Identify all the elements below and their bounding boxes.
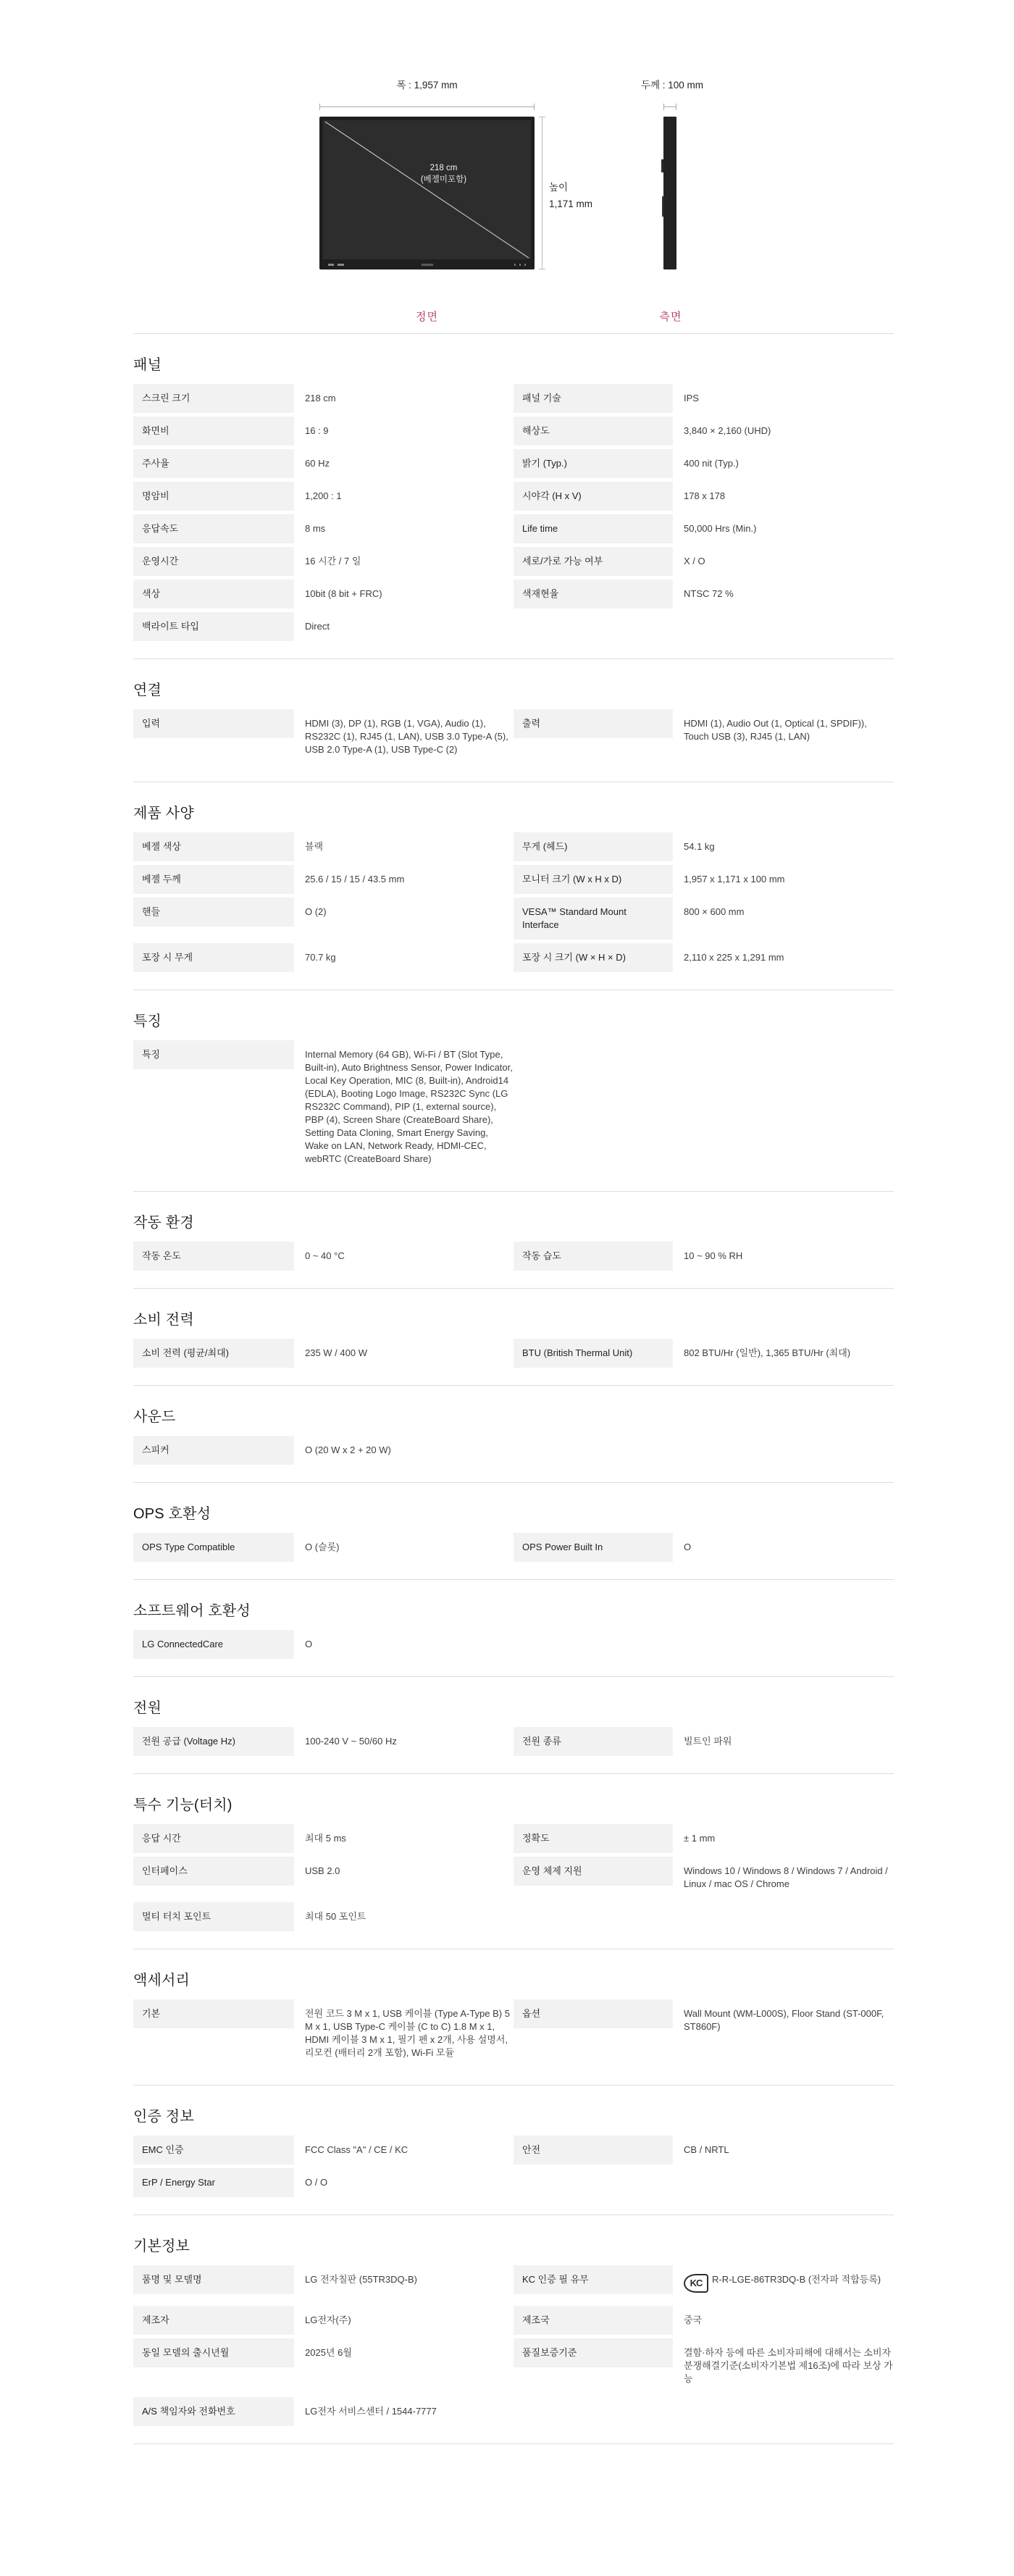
spec-value: 70.7 kg — [305, 952, 336, 963]
spec-value: 8 ms — [305, 523, 326, 534]
spec-value: 3,840 × 2,160 (UHD) — [684, 425, 771, 436]
spec-label: 품질보증기준 — [514, 2338, 673, 2367]
spec-label: 품명 및 모델명 — [133, 2265, 294, 2294]
spec-value: Direct — [305, 621, 330, 632]
section-certification — [133, 2085, 894, 2197]
spec-rows — [133, 1727, 894, 1756]
spec-value: O (슬롯) — [305, 1542, 340, 1552]
section-ops-compatibility — [133, 1482, 894, 1562]
spec-label: 멀티 터치 포인트 — [133, 1902, 294, 1931]
spec-label: 정확도 — [514, 1824, 673, 1853]
spec-label: 입력 — [133, 709, 294, 738]
section-touch-features — [133, 1773, 894, 1931]
thickness-dimension-line — [663, 106, 676, 107]
spec-label: A/S 책임자와 전화번호 — [133, 2397, 294, 2426]
section-divider — [133, 658, 894, 659]
spec-label: ErP / Energy Star — [133, 2168, 294, 2197]
spec-label: 스크린 크기 — [133, 384, 294, 413]
spec-value: 800 × 600 mm — [684, 906, 745, 917]
spec-value: 결함·하자 등에 따른 소비자피해에 대해서는 소비자분쟁해결기준(소비자기본법 제16조)에 따라 보상 가능 — [684, 2347, 893, 2384]
section-connectivity — [133, 658, 894, 764]
spec-value: 최대 50 포인트 — [305, 1911, 366, 1922]
section-title: 전원 — [133, 1700, 162, 1716]
spec-value: LG전자 서비스센터 / 1544-7777 — [305, 2406, 437, 2417]
spec-value: LG 전자칠판 (55TR3DQ-B) — [305, 2274, 417, 2285]
spec-value: O (20 W x 2 + 20 W) — [305, 1444, 391, 1455]
section-accessories — [133, 1949, 894, 2067]
front-view-monitor — [319, 117, 535, 269]
spec-rows — [133, 1630, 894, 1659]
spec-value: 802 BTU/Hr (일반), 1,365 BTU/Hr (최대) — [684, 1347, 851, 1358]
spec-label: BTU (British Thermal Unit) — [514, 1339, 673, 1368]
spec-rows — [133, 1999, 894, 2067]
spec-label: 특징 — [133, 1040, 294, 1069]
spec-label: OPS Power Built In — [514, 1533, 673, 1562]
spec-value: HDMI (3), DP (1), RGB (1, VGA), Audio (1), RS232C (1), RJ45 (1, LAN), USB 3.0 Type-A (5), USB 2.0 Type-A (1), USB Type-C (2) — [305, 718, 508, 755]
section-divider — [133, 1482, 894, 1483]
section-title: 인증 정보 — [133, 2109, 194, 2125]
spec-label: 스피커 — [133, 1436, 294, 1465]
spec-label: 포장 시 크기 (W × H × D) — [514, 943, 673, 972]
spec-value: LG전자(주) — [305, 2314, 351, 2325]
section-title: 특수 기능(터치) — [133, 1797, 232, 1813]
spec-value: 10 ~ 90 % RH — [684, 1250, 743, 1261]
spec-value: 16 시간 / 7 일 — [305, 556, 361, 566]
spec-label: 운영 체제 지원 — [514, 1857, 673, 1886]
spec-value: Wall Mount (WM-L000S), Floor Stand (ST-000F, ST860F) — [684, 2008, 884, 2032]
spec-value: 2,110 x 225 x 1,291 mm — [684, 952, 784, 963]
front-view-screen — [323, 120, 531, 259]
height-label-title: 높이 — [549, 182, 569, 193]
spec-value: O / O — [305, 2177, 328, 2188]
spec-label: 제조자 — [133, 2306, 294, 2335]
diagonal-line — [323, 120, 531, 259]
spec-value: 400 nit (Typ.) — [684, 458, 739, 469]
spec-label: 포장 시 무게 — [133, 943, 294, 972]
spec-rows — [133, 1339, 894, 1368]
section-panel — [133, 333, 894, 641]
width-dimension-label: 폭 : 1,957 mm — [396, 80, 458, 91]
spec-label: 베젤 색상 — [133, 832, 294, 861]
spec-label: 화면비 — [133, 417, 294, 446]
spec-value: O — [305, 1639, 313, 1649]
section-title: 소비 전력 — [133, 1312, 194, 1328]
spec-label: 해상도 — [514, 417, 673, 446]
spec-label: Life time — [514, 514, 673, 543]
diagonal-size-value: 218 cm — [430, 163, 458, 172]
spec-label: 백라이트 타입 — [133, 612, 294, 641]
section-title: 사운드 — [133, 1409, 176, 1425]
spec-value: 블랙 — [305, 841, 324, 852]
spec-label: 운영시간 — [133, 547, 294, 576]
spec-label: 응답속도 — [133, 514, 294, 543]
spec-value: 2025년 6월 — [305, 2347, 352, 2358]
spec-sections — [133, 333, 894, 2426]
spec-label: VESA™ Standard Mount Interface — [514, 898, 673, 940]
spec-rows — [133, 384, 894, 641]
section-title: 소프트웨어 호환성 — [133, 1603, 251, 1619]
section-power — [133, 1676, 894, 1756]
section-divider — [133, 1676, 894, 1677]
height-label-value: 1,171 mm — [549, 198, 593, 209]
spec-value — [673, 2265, 894, 2302]
section-divider — [133, 1773, 894, 1774]
spec-rows — [133, 1533, 894, 1562]
spec-rows — [133, 2136, 894, 2197]
section-title: 작동 환경 — [133, 1215, 194, 1231]
spec-label: 주사율 — [133, 449, 294, 478]
thickness-dimension-label: 두께 : 100 mm — [640, 80, 704, 91]
spec-label: 동일 모델의 출시년월 — [133, 2338, 294, 2367]
spec-value: Windows 10 / Windows 8 / Windows 7 / Android / Linux / mac OS / Chrome — [684, 1865, 888, 1889]
spec-value: USB 2.0 — [305, 1865, 340, 1876]
spec-value: 178 x 178 — [684, 490, 726, 501]
section-divider — [133, 1579, 894, 1580]
spec-value: HDMI (1), Audio Out (1, Optical (1, SPDIF)), Touch USB (3), RJ45 (1, LAN) — [684, 718, 867, 742]
front-logo-mark — [422, 264, 433, 266]
spec-label: 인터페이스 — [133, 1857, 294, 1886]
spec-value: O — [684, 1542, 692, 1552]
spec-value: IPS — [684, 393, 699, 403]
spec-value: ± 1 mm — [684, 1833, 716, 1844]
spec-value: 16 : 9 — [305, 425, 329, 436]
section-title: 제품 사양 — [133, 806, 194, 821]
spec-label: 색상 — [133, 580, 294, 609]
spec-label: 명암비 — [133, 482, 294, 511]
spec-label: 세로/가로 가능 여부 — [514, 547, 673, 576]
spec-value: 60 Hz — [305, 458, 330, 469]
spec-label: 작동 온도 — [133, 1242, 294, 1271]
spec-label: 색재현율 — [514, 580, 673, 609]
bottom-padding — [133, 2444, 894, 2450]
side-view-monitor — [663, 117, 676, 269]
section-title: 특징 — [133, 1013, 162, 1029]
section-software-compatibility — [133, 1579, 894, 1659]
section-divider — [133, 1288, 894, 1289]
spec-label: LG ConnectedCare — [133, 1630, 294, 1659]
diagonal-size-label — [385, 162, 502, 186]
spec-label: 시야각 (H x V) — [514, 482, 673, 511]
section-divider — [133, 1385, 894, 1386]
spec-label: 안전 — [514, 2136, 673, 2165]
spec-label: 전원 종류 — [514, 1727, 673, 1756]
section-title: 기본정보 — [133, 2238, 190, 2254]
spec-value: 빌트인 파워 — [684, 1736, 732, 1747]
spec-value: 10bit (8 bit + FRC) — [305, 588, 382, 599]
spec-label: 기본 — [133, 1999, 294, 2028]
height-dimension-label — [549, 180, 592, 213]
spec-value: X / O — [684, 556, 705, 566]
spec-value-text: R-R-LGE-86TR3DQ-B (전자파 적합등록) — [712, 2274, 881, 2285]
section-operating-environment — [133, 1191, 894, 1271]
spec-value: NTSC 72 % — [684, 588, 734, 599]
spec-value: 중국 — [684, 2314, 703, 2325]
spec-rows — [133, 832, 894, 972]
spec-label: OPS Type Compatible — [133, 1533, 294, 1562]
spec-value: 50,000 Hrs (Min.) — [684, 523, 757, 534]
spec-value: FCC Class "A" / CE / KC — [305, 2144, 408, 2155]
spec-rows — [133, 2265, 894, 2426]
page-root — [0, 72, 1014, 2450]
side-caption: 측면 — [659, 311, 682, 323]
spec-label: 제조국 — [514, 2306, 673, 2335]
spec-label: EMC 인증 — [133, 2136, 294, 2165]
spec-value: 235 W / 400 W — [305, 1347, 367, 1358]
bezel-sensor-dots-icon — [514, 264, 526, 266]
spec-label: 응답 시간 — [133, 1824, 294, 1853]
spec-label: 전원 공급 (Voltage Hz) — [133, 1727, 294, 1756]
spec-value: Internal Memory (64 GB), Wi-Fi / BT (Slot Type, Built-in), Auto Brightness Sensor, Power Indicator, Local Key Operation, MIC (8, Built-in), Android14 (EDLA), Booting Logo Image, RS232C Sync (LG RS232C Command), PIP (1, external source), PBP (4), Screen Share (CreateBoard Share), Setting Data Cloning, Smart Energy Saving, Wake on LAN, Network Ready, HDMI-CEC, webRTC (CreateBoard Share) — [305, 1049, 513, 1164]
spec-value: 54.1 kg — [684, 841, 715, 852]
section-title: 패널 — [133, 357, 162, 373]
spec-value: O (2) — [305, 906, 327, 917]
diagonal-size-note: (베젤미포함) — [420, 175, 467, 185]
spec-value: 최대 5 ms — [305, 1833, 346, 1844]
product-diagram — [133, 72, 894, 333]
spec-label: 무게 (헤드) — [514, 832, 673, 861]
spec-value: 25.6 / 15 / 15 / 43.5 mm — [305, 874, 405, 885]
front-caption: 정면 — [416, 311, 438, 323]
kc-mark-icon: KC — [684, 2274, 708, 2293]
spec-rows — [133, 1436, 894, 1465]
spec-rows — [133, 1242, 894, 1271]
spec-label: 모니터 크기 (W x H x D) — [514, 865, 673, 894]
spec-rows — [133, 1040, 894, 1174]
spec-label: 패널 기술 — [514, 384, 673, 413]
section-divider — [133, 2085, 894, 2086]
section-features — [133, 990, 894, 1174]
spec-value: 100-240 V ~ 50/60 Hz — [305, 1736, 397, 1747]
spec-value: 1,200 : 1 — [305, 490, 342, 501]
section-basic-info — [133, 2215, 894, 2426]
spec-value: 전원 코드 3 M x 1, USB 케이블 (Type A-Type B) 5 M x 1, USB Type-C 케이블 (C to C) 1.8 M x 1, HDMI 케이블 3 M x 1, 필기 펜 x 2개, 사용 설명서, 리모컨 (배터리 2개 포함), Wi-Fi 모듈 — [305, 2008, 510, 2058]
spec-value: CB / NRTL — [684, 2144, 729, 2155]
spec-rows — [133, 1824, 894, 1931]
spec-label: KC 인증 필 유무 — [514, 2265, 673, 2294]
spec-value: 0 ~ 40 °C — [305, 1250, 345, 1261]
section-sound — [133, 1385, 894, 1465]
spec-value: 218 cm — [305, 393, 336, 403]
spec-rows — [133, 709, 894, 764]
section-power-consumption — [133, 1288, 894, 1368]
power-indicator-icon — [328, 264, 344, 266]
section-title: 액세서리 — [133, 1973, 190, 1989]
spec-label: 옵션 — [514, 1999, 673, 2028]
section-divider — [133, 333, 894, 334]
spec-value: 1,957 x 1,171 x 100 mm — [684, 874, 785, 885]
spec-label: 핸들 — [133, 898, 294, 927]
spec-label: 출력 — [514, 709, 673, 738]
section-divider — [133, 1191, 894, 1192]
section-title: OPS 호환성 — [133, 1506, 211, 1522]
section-title: 연결 — [133, 682, 162, 698]
spec-label: 작동 습도 — [514, 1242, 673, 1271]
spec-label: 밝기 (Typ.) — [514, 449, 673, 478]
width-dimension-line — [319, 106, 535, 107]
spec-label: 소비 전력 (평균/최대) — [133, 1339, 294, 1368]
section-product-spec — [133, 782, 894, 972]
spec-label: 베젤 두께 — [133, 865, 294, 894]
spec-page-content — [133, 72, 894, 2450]
